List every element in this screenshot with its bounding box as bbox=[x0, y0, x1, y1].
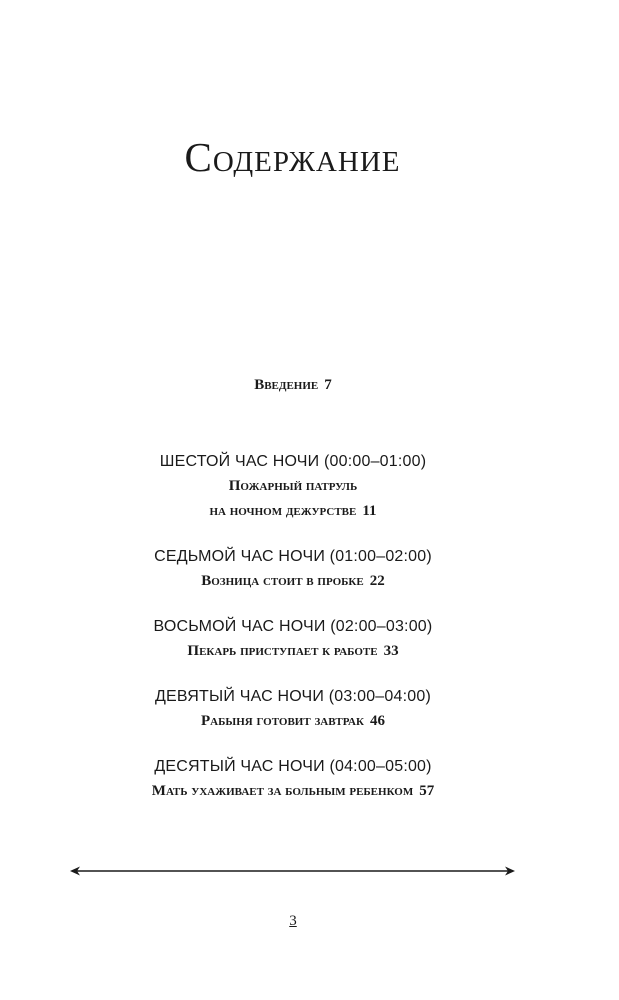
toc-entry-title-line: Мать ухаживает за больным ребенком bbox=[151, 783, 414, 799]
toc-section-10 bbox=[0, 755, 586, 804]
toc-entry[interactable] bbox=[0, 499, 586, 524]
toc-section-9 bbox=[0, 685, 586, 734]
toc-entry-page: 33 bbox=[383, 643, 399, 659]
toc-entry-page: 11 bbox=[362, 503, 377, 519]
toc-entry-title-line: Пожарный патруль bbox=[228, 478, 358, 494]
toc-entry-intro-label: Введение bbox=[254, 377, 319, 393]
toc-entry[interactable] bbox=[0, 474, 586, 499]
toc-entry-title-line: Пекарь приступает к работе bbox=[187, 643, 378, 659]
toc-section-6 bbox=[0, 450, 586, 524]
toc-entry[interactable] bbox=[0, 569, 586, 594]
page-number: 3 bbox=[289, 913, 297, 929]
toc-entry[interactable] bbox=[0, 639, 586, 664]
toc-section-heading: ДЕСЯТЫЙ ЧАС НОЧИ (04:00–05:00) bbox=[154, 758, 432, 775]
toc-section-heading: ШЕСТОЙ ЧАС НОЧИ (00:00–01:00) bbox=[159, 453, 427, 470]
toc-section-8 bbox=[0, 615, 586, 664]
toc-entry[interactable] bbox=[0, 709, 586, 734]
double-arrow-divider bbox=[70, 864, 515, 878]
page-title: Содержание bbox=[184, 134, 401, 181]
toc-entry-page: 22 bbox=[369, 573, 385, 589]
toc-entry-intro[interactable] bbox=[0, 374, 586, 396]
toc-list bbox=[0, 450, 586, 825]
toc-section-7 bbox=[0, 545, 586, 594]
toc-entry[interactable] bbox=[0, 779, 586, 804]
toc-entry-title-line: Рабыня готовит завтрак bbox=[201, 713, 364, 729]
toc-entry-page: 46 bbox=[369, 713, 385, 729]
toc-entry-intro-page: 7 bbox=[324, 377, 332, 393]
toc-section-heading: СЕДЬМОЙ ЧАС НОЧИ (01:00–02:00) bbox=[154, 548, 432, 565]
toc-entry-title-line: Возница стоит в пробке bbox=[201, 573, 364, 589]
toc-section-heading: ВОСЬМОЙ ЧАС НОЧИ (02:00–03:00) bbox=[153, 618, 433, 635]
toc-entry-title-line: на ночном дежурстве bbox=[209, 503, 357, 519]
toc-entry-page: 57 bbox=[419, 783, 435, 799]
toc-section-heading: ДЕВЯТЫЙ ЧАС НОЧИ (03:00–04:00) bbox=[155, 688, 431, 705]
